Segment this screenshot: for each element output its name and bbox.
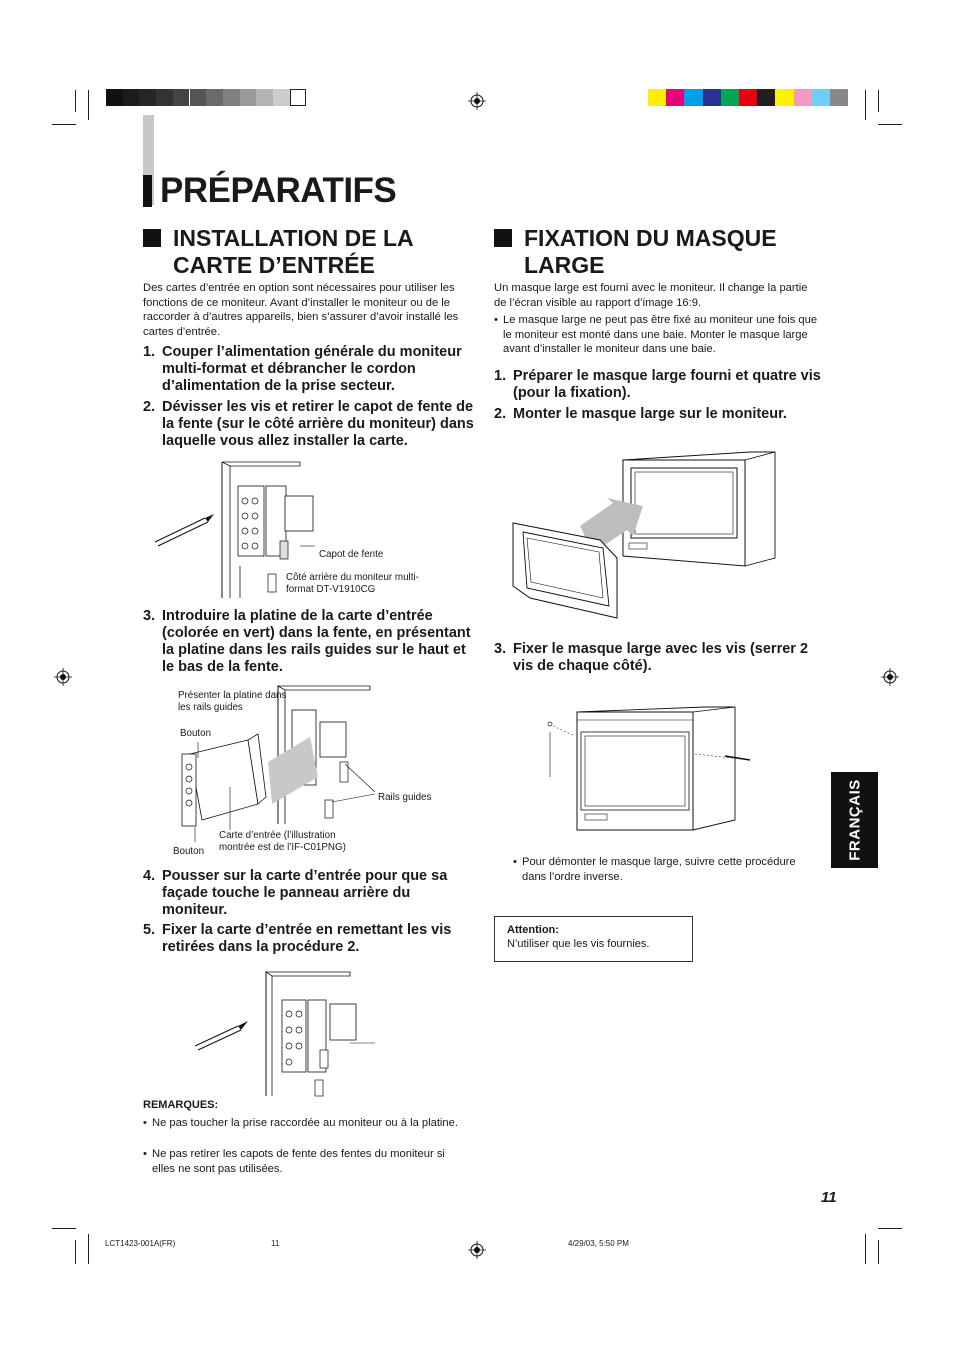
crop-mark (878, 90, 879, 112)
remark-text: Ne pas retirer les capots de fente des fentes du moniteur si elles ne sont pas utilisées. (152, 1148, 445, 1175)
remark-text: Ne pas toucher la prise raccordée au moniteur ou à la platine. (152, 1117, 458, 1129)
attention-text: N’utiliser que les vis fournies. (507, 938, 650, 950)
color-swatch (156, 89, 173, 106)
caption-rails: Rails guides (378, 792, 432, 803)
color-swatch (123, 89, 140, 106)
registration-mark-icon (54, 668, 72, 686)
section-title-line: LARGE (524, 252, 605, 278)
install-step-1 (143, 344, 473, 395)
color-swatch (106, 89, 123, 106)
step-text: Préparer le masque large fourni et quatre vis (pour la fixation). (513, 368, 821, 401)
color-swatch (173, 89, 190, 106)
color-swatch (721, 89, 739, 106)
figure-card-fastening (190, 968, 380, 1098)
crop-mark (878, 1228, 902, 1229)
color-swatch (223, 89, 240, 106)
section-title-line: INSTALLATION DE LA (173, 225, 414, 251)
color-swatch (703, 89, 721, 106)
color-swatch (666, 89, 684, 106)
caption-bouton-bottom: Bouton (173, 846, 205, 857)
crop-mark (88, 90, 89, 120)
remarks-title: REMARQUES: (143, 1099, 219, 1111)
install-step-2 (143, 399, 478, 450)
install-step-4 (143, 868, 478, 919)
remark-item (143, 1147, 463, 1176)
masque-note (494, 313, 822, 357)
masque-step-3 (494, 641, 829, 675)
registration-mark-icon (468, 92, 486, 110)
caption-cote: Côté arrière du moniteur multi-format DT-V1910CG (286, 572, 419, 595)
section-title-installation (143, 225, 463, 279)
crop-mark (75, 1240, 76, 1264)
color-swatch (273, 89, 290, 106)
step-number: 4. (143, 868, 156, 884)
caption-carte: Carte d’entrée (l’illustration montrée est de l’IF-C01PNG) (219, 830, 346, 853)
crop-mark (52, 1228, 76, 1229)
step-text: Monter le masque large sur le moniteur. (513, 406, 787, 422)
language-tab (831, 772, 878, 868)
step-text: Dévisser les vis et retirer le capot de fente de la fente (sur le côté arrière du moniteur) dans laquelle vous allez installer la carte. (162, 399, 474, 449)
color-swatch (139, 89, 156, 106)
section-title-masque (494, 225, 814, 279)
bullet-icon: • (143, 1148, 147, 1160)
language-tab-label: FRANÇAIS (846, 779, 863, 861)
crop-mark (52, 124, 76, 125)
figure-mask-screws (545, 702, 760, 832)
step-text: Pousser sur la carte d’entrée pour que sa façade touche le panneau arrière du moniteur. (162, 868, 448, 918)
color-swatch (684, 89, 702, 106)
step-number: 3. (143, 608, 156, 624)
color-swatch (190, 89, 207, 106)
note-text: Pour démonter le masque large, suivre cette procédure dans l’ordre inverse. (522, 856, 796, 883)
color-swatch (648, 89, 666, 106)
remark-item (143, 1116, 463, 1131)
install-step-3 (143, 608, 478, 676)
crop-mark (865, 90, 866, 120)
color-swatch (206, 89, 223, 106)
color-swatch (256, 89, 273, 106)
crop-mark (75, 90, 76, 112)
section-title-line: FIXATION DU MASQUE (524, 225, 777, 251)
step-number: 2. (143, 399, 156, 415)
step-text: Fixer le masque large avec les vis (serrer 2 vis de chaque côté). (513, 641, 809, 674)
footer-timestamp: 4/29/03, 5:50 PM (568, 1239, 629, 1248)
title-bar (143, 175, 152, 207)
caption-presenter: Présenter la platine dans les rails guides (178, 690, 287, 713)
masque-step-2 (494, 406, 824, 423)
bullet-icon: • (143, 1117, 147, 1129)
caption-bouton-top: Bouton (180, 728, 212, 739)
installation-intro: Des cartes d’entrée en option sont nécessaires pour utiliser les fonctions de ce moniteur. Avant d’installer le moniteur ou de le raccorder à d’autres appareils, bien s’assurer d’avoir installé les cartes d’entrée. (143, 282, 459, 338)
bullet-icon: • (513, 856, 517, 868)
caption-capot: Capot de fente (319, 549, 384, 560)
color-swatch (812, 89, 830, 106)
masque-intro: Un masque large est fourni avec le moniteur. Il change la partie de l’écran visible au rapport d’image 16:9. (494, 282, 808, 309)
registration-mark-icon (468, 1241, 486, 1259)
crop-mark (878, 124, 902, 125)
bullet-icon: • (494, 314, 498, 326)
masque-step-1 (494, 368, 824, 402)
color-swatch (290, 89, 307, 106)
color-swatch (240, 89, 257, 106)
section-square-icon (143, 229, 161, 247)
figure-mask-mounting (505, 448, 780, 623)
install-step-5 (143, 922, 478, 956)
color-swatch (739, 89, 757, 106)
color-swatch (757, 89, 775, 106)
color-swatch (794, 89, 812, 106)
color-swatch (830, 89, 848, 106)
step-number: 2. (494, 406, 507, 422)
registration-mark-icon (881, 668, 899, 686)
crop-mark (878, 1240, 879, 1264)
crop-mark (865, 1234, 866, 1264)
step-number: 3. (494, 641, 507, 657)
attention-title: Attention: (507, 924, 559, 936)
section-square-icon (494, 229, 512, 247)
step-text: Fixer la carte d’entrée en remettant les vis retirées dans la procédure 2. (162, 922, 452, 955)
section-title-line: CARTE D’ENTRÉE (173, 252, 375, 278)
footer-page: 11 (271, 1239, 280, 1248)
step-number: 1. (494, 368, 507, 384)
step-number: 1. (143, 344, 156, 360)
step-text: Couper l’alimentation générale du moniteur multi-format et débrancher le cordon d’alimentation de la prise secteur. (162, 344, 462, 394)
attention-box (494, 916, 693, 962)
remove-note (513, 855, 818, 884)
note-text: Le masque large ne peut pas être fixé au moniteur une fois que le moniteur est monté dans une baie. Monter le masque large avant d’installer le moniteur dans une baie. (503, 314, 818, 355)
step-text: Introduire la platine de la carte d’entrée (colorée en vert) dans la fente, en présentant la platine dans les rails guides sur le haut et le bas de la fente. (162, 608, 471, 675)
page-title (143, 171, 396, 211)
crop-mark (88, 1234, 89, 1264)
footer-doc-code: LCT1423-001A(FR) (105, 1239, 176, 1248)
page-number: 11 (821, 1189, 837, 1206)
step-number: 5. (143, 922, 156, 938)
page-title-text: PRÉPARATIFS (160, 171, 397, 210)
color-swatch (775, 89, 793, 106)
